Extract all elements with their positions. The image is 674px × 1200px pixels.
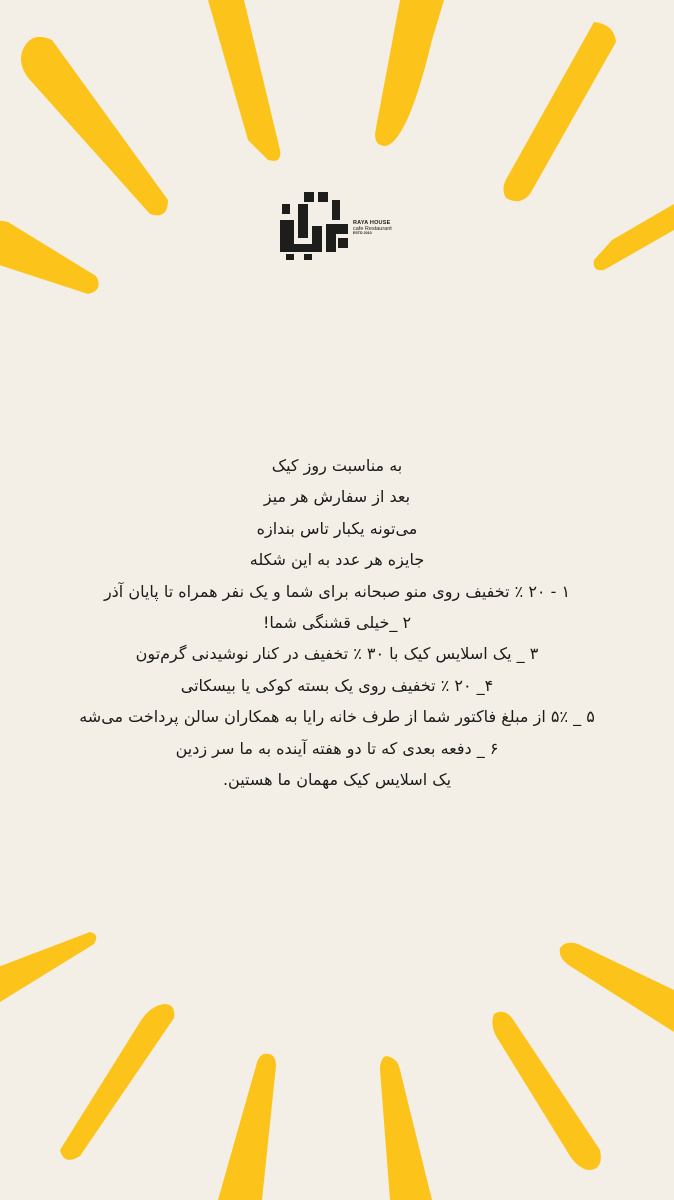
logo-est-line: ESTD 2010 bbox=[353, 231, 372, 236]
ray-bottom-5 bbox=[492, 1012, 600, 1170]
ray-top-2 bbox=[0, 221, 99, 294]
prize-item-1: ۱ - ۲۰ ٪ تخفیف روی منو صبحانه برای شما و یک نفر همراه تا پایان آذر bbox=[103, 581, 571, 601]
prize-item-5: ۵ _ ۵٪ از مبلغ فاکتور شما از طرف خانه رایا به همکاران سالن پرداخت می‌شه bbox=[79, 707, 595, 727]
ray-bottom-2 bbox=[60, 1004, 174, 1160]
message-line-order: بعد از سفارش هر میز bbox=[263, 487, 411, 507]
ray-bottom-3 bbox=[218, 1054, 276, 1200]
prize-item-6: ۶ _ دفعه بعدی که تا دو هفته آینده به ما سر زدین bbox=[175, 738, 499, 758]
ray-top-4 bbox=[375, 0, 444, 146]
message-line-dice: می‌تونه یکبار تاس بندازه bbox=[256, 518, 418, 538]
ray-bottom-4 bbox=[380, 1056, 432, 1200]
message-line-prizes-intro: جایزه هر عدد به این شکله bbox=[249, 550, 425, 570]
ray-top-5 bbox=[503, 22, 616, 201]
prize-item-3: ۳ _ یک اسلایس کیک با ۳۰ ٪ تخفیف در کنار نوشیدنی گرم‌تون bbox=[135, 644, 539, 664]
promo-message bbox=[30, 450, 644, 795]
logo-brand-line: RAYA HOUSE bbox=[353, 220, 391, 226]
ray-top-3 bbox=[208, 0, 280, 161]
message-line-title: به مناسبت روز کیک bbox=[271, 456, 403, 475]
ray-top-1 bbox=[21, 37, 168, 216]
logo-wordmark bbox=[353, 220, 392, 236]
ray-bottom-6 bbox=[560, 943, 674, 1032]
raya-house-logo-mark bbox=[278, 190, 350, 262]
raya-house-logo bbox=[278, 190, 408, 262]
logo-sub-line: cafe Restaurant bbox=[353, 226, 392, 233]
prize-item-4: ۴_ ۲۰ ٪ تخفیف روی یک بسته کوکی یا بیسکاتی bbox=[180, 675, 494, 695]
ray-top-6 bbox=[594, 204, 674, 270]
prize-item-6-continued: یک اسلایس کیک مهمان ما هستین. bbox=[222, 770, 452, 790]
prize-item-2: ۲ _خیلی قشنگی شما! bbox=[262, 613, 412, 633]
ray-bottom-1 bbox=[0, 932, 96, 1004]
